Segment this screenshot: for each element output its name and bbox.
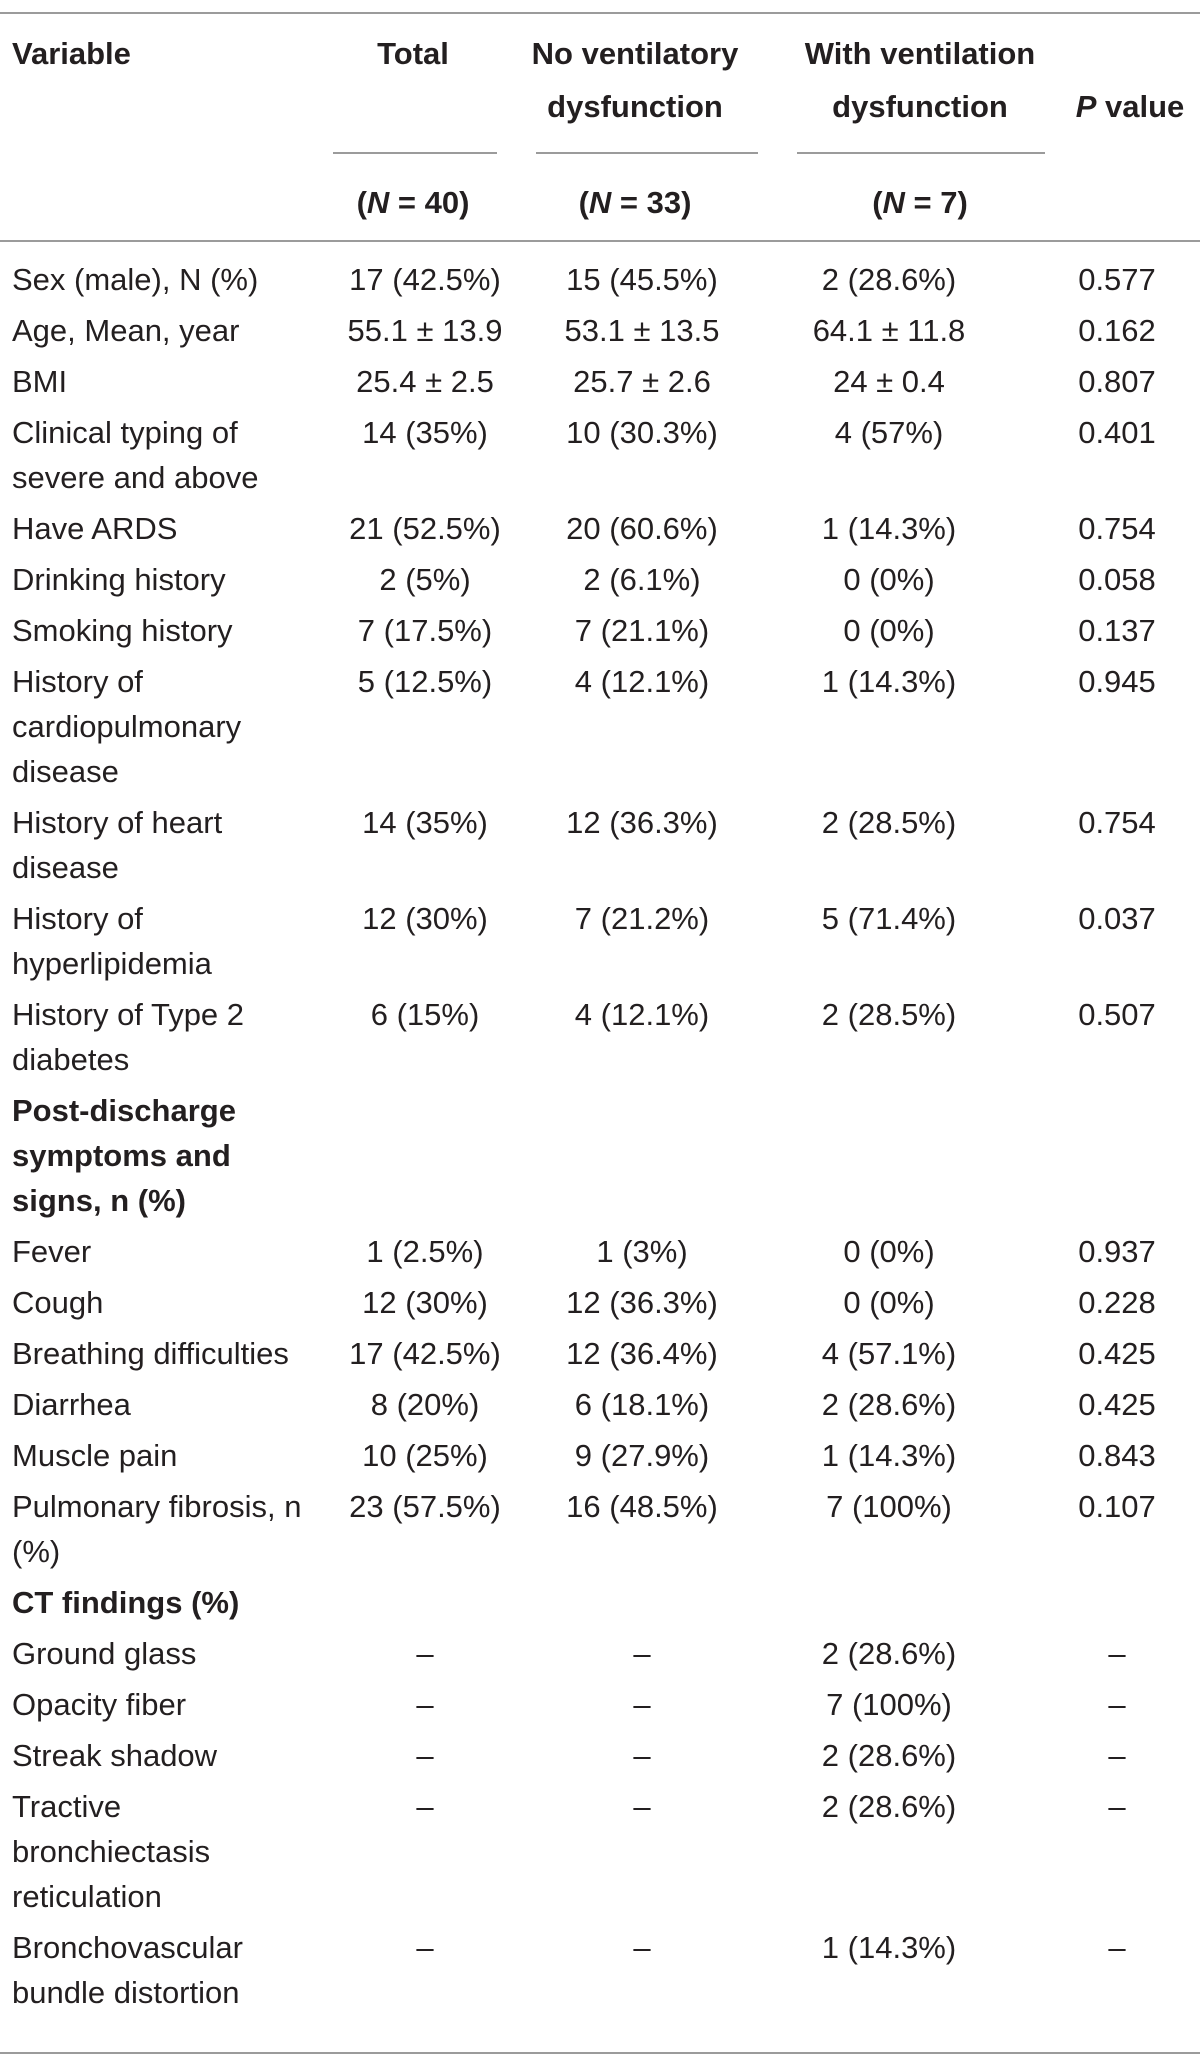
cell-total: 23 (57.5%) bbox=[349, 1489, 501, 1524]
cell-variable: Fever bbox=[12, 1234, 92, 1269]
cell-variable: History of Type 2 diabetes bbox=[12, 997, 245, 1077]
n-total-pre: ( bbox=[356, 185, 367, 220]
cell-variable: History of hyperlipidemia bbox=[12, 901, 212, 981]
table-row bbox=[0, 407, 1200, 503]
cell-with-dysfunction: 1 (14.3%) bbox=[821, 664, 957, 699]
cell-with-dysfunction: 7 (100%) bbox=[826, 1489, 952, 1524]
empty-cell bbox=[322, 1085, 528, 1226]
top-rule bbox=[0, 12, 1200, 14]
table-row bbox=[0, 1781, 1200, 1922]
section-label: Post-discharge symptoms and signs, n (%) bbox=[12, 1093, 236, 1218]
table-row bbox=[0, 1277, 1200, 1328]
section-row bbox=[0, 1577, 1200, 1628]
table-row bbox=[0, 254, 1200, 305]
cell-no-dysfunction: 15 (45.5%) bbox=[566, 262, 718, 297]
cell-total: 14 (35%) bbox=[362, 805, 488, 840]
bottom-rule bbox=[0, 2052, 1200, 2054]
cell-p-value: 0.945 bbox=[1078, 664, 1156, 699]
table-row bbox=[0, 1328, 1200, 1379]
cell-with-dysfunction: 4 (57%) bbox=[834, 415, 944, 450]
cell-with-dysfunction: 1 (14.3%) bbox=[821, 511, 957, 546]
cell-with-dysfunction: 2 (28.5%) bbox=[821, 997, 957, 1032]
cell-p-value: 0.037 bbox=[1078, 901, 1156, 936]
cell-p-value: 0.058 bbox=[1078, 562, 1156, 597]
cell-variable: Drinking history bbox=[12, 562, 226, 597]
empty-cell bbox=[1022, 1085, 1200, 1226]
cell-total: – bbox=[416, 1687, 434, 1722]
header-p-rest: value bbox=[1096, 89, 1185, 124]
cell-p-value: 0.937 bbox=[1078, 1234, 1156, 1269]
cell-no-dysfunction: 7 (21.2%) bbox=[574, 901, 710, 936]
cell-p-value: – bbox=[1108, 1930, 1126, 1965]
cell-with-dysfunction: 64.1 ± 11.8 bbox=[812, 313, 966, 348]
empty-cell bbox=[322, 1577, 528, 1628]
header-no-line1: No ventilatory bbox=[531, 36, 739, 71]
header-with-line1: With ventilation bbox=[804, 36, 1036, 71]
table-row bbox=[0, 503, 1200, 554]
cell-total: 7 (17.5%) bbox=[357, 613, 493, 648]
cell-total: 14 (35%) bbox=[362, 415, 488, 450]
empty-cell bbox=[528, 1577, 756, 1628]
header-p-value bbox=[1060, 80, 1200, 133]
section-row bbox=[0, 1085, 1200, 1226]
empty-cell bbox=[528, 1085, 756, 1226]
cell-total: 2 (5%) bbox=[379, 562, 471, 597]
cell-no-dysfunction: 12 (36.4%) bbox=[566, 1336, 718, 1371]
cell-variable: Have ARDS bbox=[12, 511, 178, 546]
cell-total: 6 (15%) bbox=[370, 997, 480, 1032]
cell-total: 21 (52.5%) bbox=[349, 511, 501, 546]
cell-variable: Cough bbox=[12, 1285, 104, 1320]
cell-p-value: 0.807 bbox=[1078, 364, 1156, 399]
empty-cell bbox=[756, 1085, 1022, 1226]
cell-total: – bbox=[416, 1636, 434, 1671]
cell-no-dysfunction: 12 (36.3%) bbox=[566, 1285, 718, 1320]
table-row bbox=[0, 797, 1200, 893]
cell-with-dysfunction: 1 (14.3%) bbox=[821, 1438, 957, 1473]
header-variable: Variable bbox=[12, 36, 131, 71]
cell-no-dysfunction: 6 (18.1%) bbox=[574, 1387, 710, 1422]
cell-variable: Muscle pain bbox=[12, 1438, 178, 1473]
n-no-post: = 33) bbox=[611, 185, 692, 220]
cell-total: 12 (30%) bbox=[362, 901, 488, 936]
table-row bbox=[0, 656, 1200, 797]
cell-no-dysfunction: 20 (60.6%) bbox=[566, 511, 718, 546]
cell-p-value: 0.577 bbox=[1078, 262, 1156, 297]
cell-variable: Sex (male), N (%) bbox=[12, 262, 259, 297]
cell-variable: Breathing difficulties bbox=[12, 1336, 289, 1371]
subrule-total bbox=[333, 152, 497, 154]
cell-p-value: 0.107 bbox=[1078, 1489, 1156, 1524]
table-row bbox=[0, 554, 1200, 605]
cell-p-value: – bbox=[1108, 1687, 1126, 1722]
cell-p-value: 0.401 bbox=[1078, 415, 1156, 450]
cell-p-value: 0.754 bbox=[1078, 511, 1156, 546]
cell-variable: Ground glass bbox=[12, 1636, 197, 1671]
cell-p-value: 0.162 bbox=[1078, 313, 1156, 348]
empty-cell bbox=[1022, 1577, 1200, 1628]
cell-p-value: 0.137 bbox=[1078, 613, 1156, 648]
cell-total: 17 (42.5%) bbox=[349, 1336, 501, 1371]
cell-no-dysfunction: 9 (27.9%) bbox=[574, 1438, 710, 1473]
cell-with-dysfunction: 5 (71.4%) bbox=[821, 901, 957, 936]
cell-variable: Opacity fiber bbox=[12, 1687, 187, 1722]
n-no-italic: N bbox=[588, 185, 612, 220]
header-n-with bbox=[775, 176, 1065, 229]
cell-with-dysfunction: 2 (28.5%) bbox=[821, 805, 957, 840]
cell-total: – bbox=[416, 1789, 434, 1824]
cell-total: 17 (42.5%) bbox=[349, 262, 501, 297]
table-row bbox=[0, 1481, 1200, 1577]
cell-total: – bbox=[416, 1738, 434, 1773]
cell-variable: Pulmonary fibrosis, n (%) bbox=[12, 1489, 302, 1569]
n-with-post: = 7) bbox=[904, 185, 968, 220]
cell-variable: Diarrhea bbox=[12, 1387, 131, 1422]
cell-total: 10 (25%) bbox=[362, 1438, 488, 1473]
cell-variable: Clinical typing of severe and above bbox=[12, 415, 259, 495]
cell-p-value: 0.754 bbox=[1078, 805, 1156, 840]
cell-no-dysfunction: 2 (6.1%) bbox=[583, 562, 701, 597]
cell-with-dysfunction: 2 (28.6%) bbox=[821, 1789, 957, 1824]
cell-variable: Age, Mean, year bbox=[12, 313, 240, 348]
subrule-no bbox=[536, 152, 758, 154]
cell-no-dysfunction: 4 (12.1%) bbox=[574, 997, 710, 1032]
cell-with-dysfunction: 2 (28.6%) bbox=[821, 1636, 957, 1671]
data-table bbox=[0, 254, 1200, 2018]
cell-p-value: – bbox=[1108, 1789, 1126, 1824]
n-no-pre: ( bbox=[578, 185, 589, 220]
table-row bbox=[0, 605, 1200, 656]
n-with-pre: ( bbox=[872, 185, 883, 220]
cell-with-dysfunction: 2 (28.6%) bbox=[821, 1738, 957, 1773]
header-total: Total bbox=[377, 36, 449, 71]
header-rule bbox=[0, 240, 1200, 242]
cell-with-dysfunction: 7 (100%) bbox=[826, 1687, 952, 1722]
cell-total: 55.1 ± 13.9 bbox=[347, 313, 503, 348]
cell-no-dysfunction: 16 (48.5%) bbox=[566, 1489, 718, 1524]
cell-no-dysfunction: 53.1 ± 13.5 bbox=[564, 313, 720, 348]
cell-no-dysfunction: 10 (30.3%) bbox=[566, 415, 718, 450]
cell-variable: Bronchovascular bundle distortion bbox=[12, 1930, 243, 2010]
cell-total: 12 (30%) bbox=[362, 1285, 488, 1320]
n-with-italic: N bbox=[882, 185, 905, 220]
table-row bbox=[0, 1379, 1200, 1430]
cell-variable: Streak shadow bbox=[12, 1738, 218, 1773]
cell-p-value: 0.425 bbox=[1078, 1387, 1156, 1422]
cell-with-dysfunction: 2 (28.6%) bbox=[821, 262, 957, 297]
cell-variable: History of cardiopulmonary disease bbox=[12, 664, 242, 789]
header-no-line2: dysfunction bbox=[547, 89, 723, 124]
cell-no-dysfunction: 12 (36.3%) bbox=[566, 805, 718, 840]
cell-no-dysfunction: – bbox=[633, 1789, 651, 1824]
n-total-post: = 40) bbox=[389, 185, 470, 220]
header-with-dysfunction bbox=[775, 27, 1065, 133]
table-row bbox=[0, 989, 1200, 1085]
cell-total: – bbox=[416, 1930, 434, 1965]
table-row bbox=[0, 1430, 1200, 1481]
cell-no-dysfunction: 7 (21.1%) bbox=[574, 613, 710, 648]
n-total-italic: N bbox=[366, 185, 390, 220]
cell-no-dysfunction: 25.7 ± 2.6 bbox=[573, 364, 711, 399]
cell-variable: History of heart disease bbox=[12, 805, 223, 885]
cell-variable: Tractive bronchiectasis reticulation bbox=[12, 1789, 211, 1914]
table-body bbox=[0, 254, 1200, 2018]
table-row bbox=[0, 1730, 1200, 1781]
cell-total: 8 (20%) bbox=[370, 1387, 480, 1422]
cell-with-dysfunction: 0 (0%) bbox=[843, 613, 935, 648]
header-n-total bbox=[330, 176, 496, 229]
cell-no-dysfunction: 4 (12.1%) bbox=[574, 664, 710, 699]
header-p-italic: P bbox=[1075, 89, 1097, 124]
table-row bbox=[0, 1679, 1200, 1730]
cell-variable: BMI bbox=[12, 364, 68, 399]
cell-with-dysfunction: 4 (57.1%) bbox=[821, 1336, 957, 1371]
subrule-with bbox=[797, 152, 1045, 154]
table-row bbox=[0, 356, 1200, 407]
cell-total: 25.4 ± 2.5 bbox=[356, 364, 494, 399]
header-with-line2: dysfunction bbox=[832, 89, 1008, 124]
cell-with-dysfunction: 24 ± 0.4 bbox=[833, 364, 945, 399]
cell-with-dysfunction: 0 (0%) bbox=[843, 1285, 935, 1320]
table-row bbox=[0, 893, 1200, 989]
empty-cell bbox=[756, 1577, 1022, 1628]
cell-variable: Smoking history bbox=[12, 613, 233, 648]
cell-with-dysfunction: 2 (28.6%) bbox=[821, 1387, 957, 1422]
cell-no-dysfunction: – bbox=[633, 1738, 651, 1773]
cell-p-value: – bbox=[1108, 1738, 1126, 1773]
cell-p-value: 0.843 bbox=[1078, 1438, 1156, 1473]
cell-no-dysfunction: – bbox=[633, 1930, 651, 1965]
cell-p-value: 0.425 bbox=[1078, 1336, 1156, 1371]
cell-p-value: – bbox=[1108, 1636, 1126, 1671]
header-no-dysfunction bbox=[515, 27, 755, 133]
cell-with-dysfunction: 0 (0%) bbox=[843, 1234, 935, 1269]
cell-total: 1 (2.5%) bbox=[366, 1234, 484, 1269]
table-row bbox=[0, 1628, 1200, 1679]
cell-no-dysfunction: – bbox=[633, 1687, 651, 1722]
cell-total: 5 (12.5%) bbox=[357, 664, 493, 699]
cell-with-dysfunction: 1 (14.3%) bbox=[821, 1930, 957, 1965]
cell-p-value: 0.228 bbox=[1078, 1285, 1156, 1320]
table-row bbox=[0, 305, 1200, 356]
table-row bbox=[0, 1226, 1200, 1277]
cell-with-dysfunction: 0 (0%) bbox=[843, 562, 935, 597]
cell-no-dysfunction: – bbox=[633, 1636, 651, 1671]
table-row bbox=[0, 1922, 1200, 2018]
cell-p-value: 0.507 bbox=[1078, 997, 1156, 1032]
header-n-no bbox=[515, 176, 755, 229]
section-label: CT findings (%) bbox=[12, 1585, 240, 1620]
cell-no-dysfunction: 1 (3%) bbox=[596, 1234, 688, 1269]
